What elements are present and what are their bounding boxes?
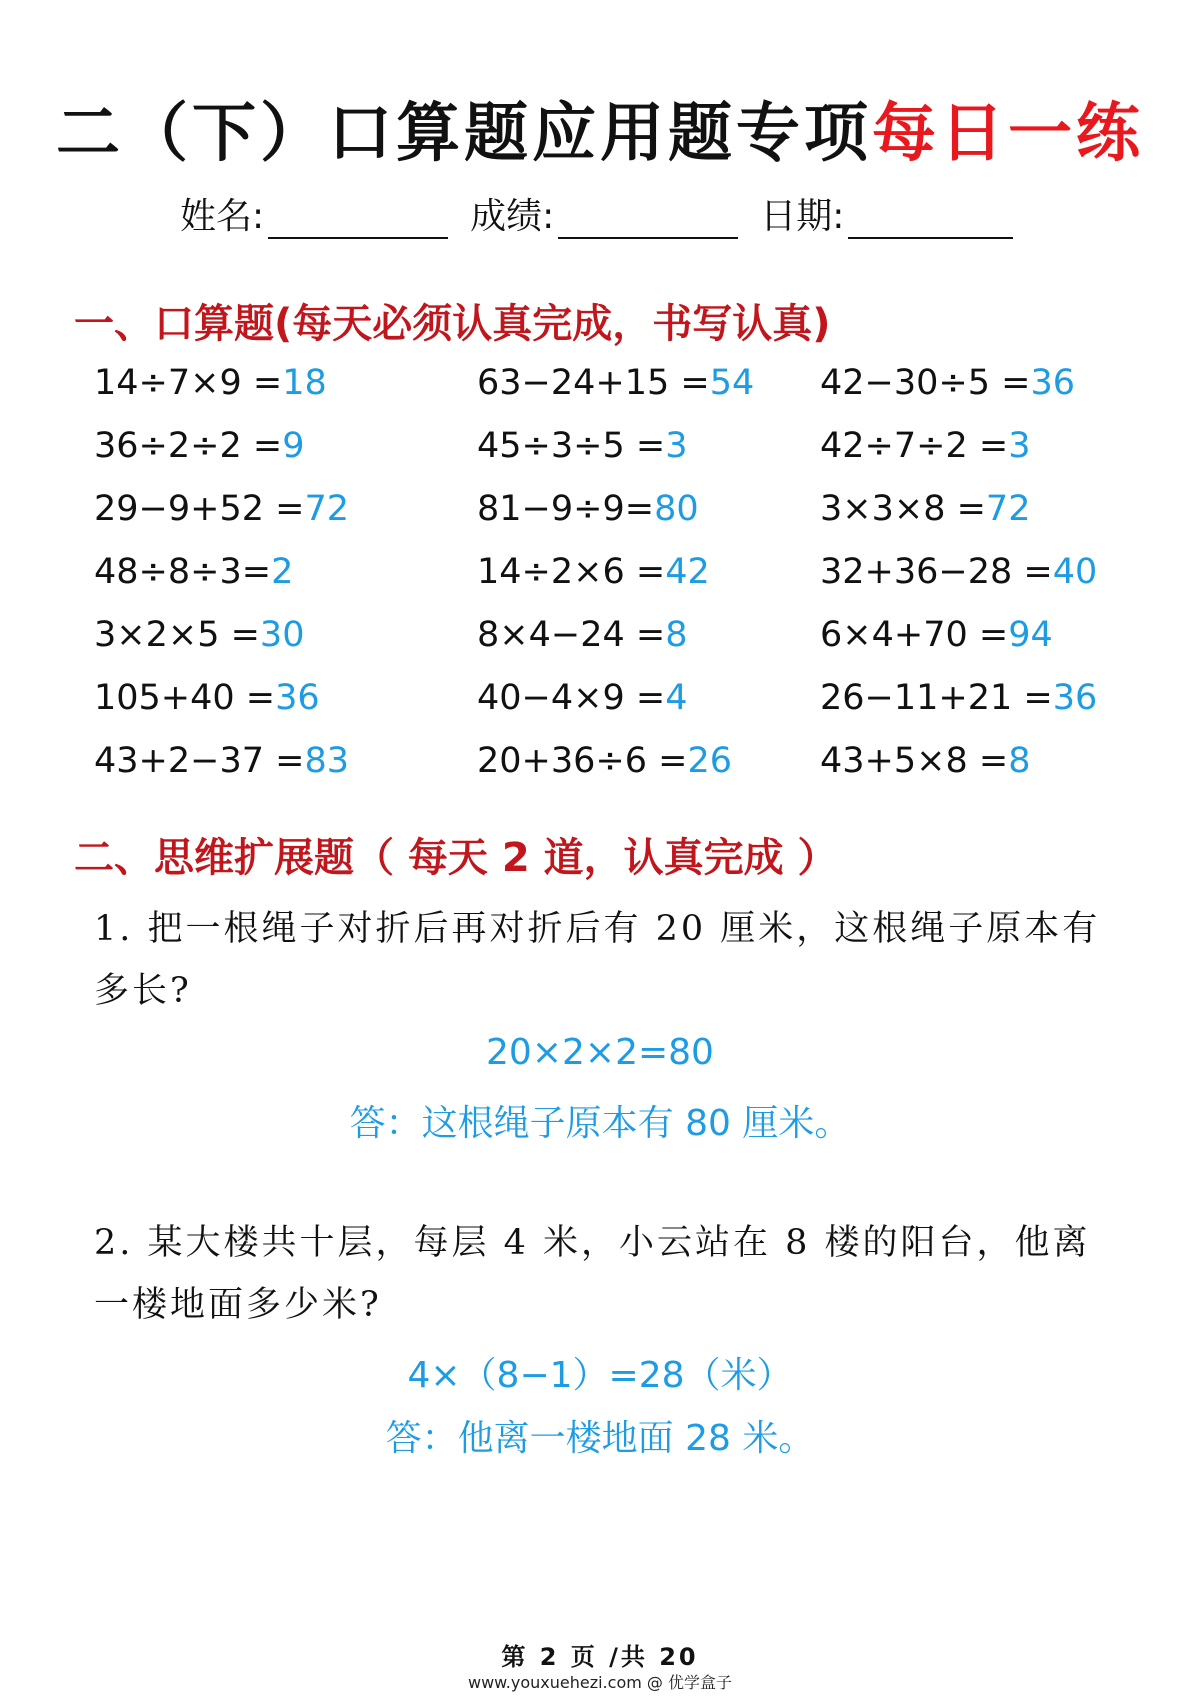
arithmetic-item <box>820 426 1030 466</box>
arithmetic-expression: 14÷7×9 = <box>94 363 283 403</box>
arithmetic-answer: 80 <box>654 489 699 529</box>
arithmetic-expression: 36÷2÷2 = <box>94 426 283 466</box>
problem-1-answer: 答：这根绳子原本有 80 厘米。 <box>349 1103 851 1144</box>
arithmetic-row <box>94 552 1114 615</box>
arithmetic-expression: 3×2×5 = <box>94 615 260 655</box>
arithmetic-answer: 36 <box>1030 363 1075 403</box>
arithmetic-answer: 30 <box>259 615 305 655</box>
arithmetic-row <box>94 363 1114 426</box>
arithmetic-expression: 3×3×8 = <box>820 489 986 529</box>
site-watermark: www.youxuehezi.com @ 优学盒子 <box>468 1673 732 1692</box>
arithmetic-item <box>820 741 1030 781</box>
arithmetic-answer: 42 <box>665 552 710 592</box>
arithmetic-expression: 43+2−37 = <box>94 741 305 781</box>
arithmetic-item <box>820 489 1030 529</box>
arithmetic-expression: 6×4+70 = <box>820 615 1009 655</box>
name-field[interactable] <box>180 188 448 239</box>
arithmetic-item <box>94 489 349 529</box>
date-label: 日期: <box>760 196 845 237</box>
arithmetic-item <box>820 615 1053 655</box>
arithmetic-item <box>477 615 687 655</box>
arithmetic-row <box>94 615 1114 678</box>
arithmetic-answer: 94 <box>1008 615 1053 655</box>
problem-1-equation: 20×2×2=80 <box>486 1032 714 1073</box>
page-title <box>0 82 1200 174</box>
name-blank-line[interactable] <box>268 207 448 239</box>
arithmetic-item <box>94 615 304 655</box>
arithmetic-item <box>477 489 699 529</box>
arithmetic-item <box>820 552 1097 592</box>
score-field[interactable] <box>470 188 738 239</box>
arithmetic-item <box>94 426 304 466</box>
arithmetic-answer: 83 <box>304 741 349 781</box>
arithmetic-item <box>820 678 1097 718</box>
arithmetic-item <box>477 678 687 718</box>
arithmetic-expression: 42÷7÷2 = <box>820 426 1009 466</box>
arithmetic-expression: 8×4−24 = <box>477 615 666 655</box>
section-heading-arithmetic: 一、口算题(每天必须认真完成，书写认真) <box>74 301 831 347</box>
page-title-highlight: 每日一练 <box>872 97 1144 171</box>
arithmetic-item <box>94 678 320 718</box>
arithmetic-answer: 36 <box>275 678 320 718</box>
arithmetic-row <box>94 426 1114 489</box>
student-info-row <box>180 188 1040 239</box>
arithmetic-expression: 20+36÷6 = <box>477 741 688 781</box>
problem-2-answer: 答：他离一楼地面 28 米。 <box>385 1418 815 1459</box>
arithmetic-row <box>94 678 1114 741</box>
arithmetic-item <box>477 426 687 466</box>
arithmetic-expression: 32+36−28 = <box>820 552 1053 592</box>
arithmetic-answer: 8 <box>1008 741 1031 781</box>
arithmetic-answer: 54 <box>709 363 755 403</box>
arithmetic-item <box>94 741 349 781</box>
arithmetic-answer: 4 <box>665 678 688 718</box>
arithmetic-answer: 8 <box>665 615 688 655</box>
arithmetic-row <box>94 741 1114 804</box>
arithmetic-row <box>94 489 1114 552</box>
arithmetic-grid <box>94 363 1114 804</box>
score-label: 成绩: <box>470 196 555 237</box>
arithmetic-item <box>477 741 732 781</box>
arithmetic-expression: 63−24+15 = <box>477 363 710 403</box>
arithmetic-expression: 81−9÷9= <box>477 489 655 529</box>
arithmetic-answer: 18 <box>282 363 327 403</box>
arithmetic-expression: 26−11+21 = <box>820 678 1053 718</box>
arithmetic-answer: 72 <box>985 489 1031 529</box>
arithmetic-answer: 26 <box>687 741 732 781</box>
page-number: 第 2 页 /共 20 <box>501 1643 699 1671</box>
arithmetic-answer: 9 <box>282 426 305 466</box>
section-heading-thinking: 二、思维扩展题（ 每天 2 道，认真完成 ） <box>74 835 838 881</box>
problem-1-question: 1. 把一根绳子对折后再对折后有 20 厘米，这根绳子原本有多长? <box>94 909 1101 1011</box>
arithmetic-answer: 2 <box>271 552 294 592</box>
name-label: 姓名: <box>180 196 265 237</box>
arithmetic-answer: 40 <box>1052 552 1098 592</box>
date-field[interactable] <box>760 188 1013 239</box>
arithmetic-item <box>820 363 1075 403</box>
arithmetic-item <box>94 552 293 592</box>
arithmetic-expression: 105+40 = <box>94 678 276 718</box>
arithmetic-expression: 45÷3÷5 = <box>477 426 666 466</box>
arithmetic-answer: 3 <box>1008 426 1031 466</box>
score-blank-line[interactable] <box>558 207 738 239</box>
arithmetic-answer: 72 <box>304 489 349 529</box>
problem-2-equation: 4×（8−1）=28（米） <box>407 1355 793 1396</box>
arithmetic-expression: 40−4×9 = <box>477 678 666 718</box>
arithmetic-expression: 14÷2×6 = <box>477 552 666 592</box>
arithmetic-expression: 43+5×8 = <box>820 741 1009 781</box>
arithmetic-item <box>477 363 754 403</box>
arithmetic-answer: 3 <box>665 426 688 466</box>
arithmetic-expression: 48÷8÷3= <box>94 552 272 592</box>
arithmetic-item <box>94 363 327 403</box>
page-title-main: 二（下）口算题应用题专项 <box>56 97 872 171</box>
arithmetic-expression: 29−9+52 = <box>94 489 305 529</box>
arithmetic-item <box>477 552 710 592</box>
arithmetic-expression: 42−30÷5 = <box>820 363 1031 403</box>
problem-2-question: 2. 某大楼共十层，每层 4 米，小云站在 8 楼的阳台，他离一楼地面多少米? <box>94 1223 1091 1325</box>
arithmetic-answer: 36 <box>1052 678 1098 718</box>
date-blank-line[interactable] <box>848 207 1013 239</box>
